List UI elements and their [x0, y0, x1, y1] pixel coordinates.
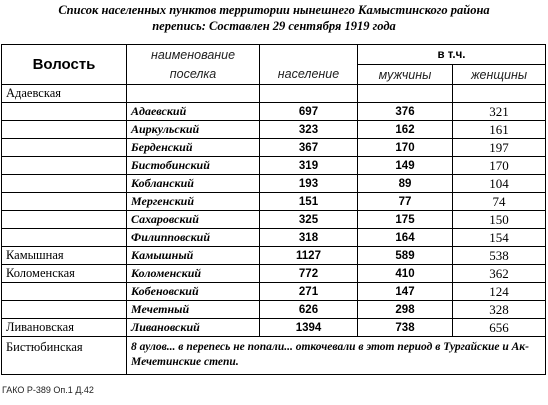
women-cell: 170 [453, 157, 546, 175]
volost-cell: Адаевская [2, 85, 127, 103]
volost-cell: Камышная [2, 247, 127, 265]
population-cell: 1127 [260, 247, 358, 265]
settlements-table [1, 44, 546, 375]
header-volost: Волость [2, 45, 127, 85]
document-subtitle: перепись: Составлен 29 сентября 1919 года [152, 19, 396, 33]
volost-cell: Коломенская [2, 265, 127, 283]
settlement-cell: Кобеновский [127, 283, 260, 301]
header-men: мужчины [358, 65, 453, 85]
men-cell: 738 [358, 319, 453, 337]
settlement-cell [127, 85, 260, 103]
women-cell: 104 [453, 175, 546, 193]
women-cell: 150 [453, 211, 546, 229]
volost-cell: Бистюбинская [2, 337, 127, 375]
header-name-line1: наименование [127, 45, 260, 65]
population-cell: 318 [260, 229, 358, 247]
table-row [2, 211, 546, 229]
volost-cell [2, 193, 127, 211]
table-row [2, 247, 546, 265]
header-vtch: в т.ч. [358, 45, 546, 65]
women-cell: 124 [453, 283, 546, 301]
men-cell [358, 85, 453, 103]
men-cell: 175 [358, 211, 453, 229]
table-row [2, 121, 546, 139]
header-blank [260, 45, 358, 65]
volost-cell [2, 175, 127, 193]
settlement-cell: Мергенский [127, 193, 260, 211]
volost-cell [2, 301, 127, 319]
table-row [2, 319, 546, 337]
women-cell: 154 [453, 229, 546, 247]
header-name-line2: поселка [127, 65, 260, 85]
men-cell: 149 [358, 157, 453, 175]
women-cell: 362 [453, 265, 546, 283]
population-cell: 626 [260, 301, 358, 319]
settlement-cell: Мечетный [127, 301, 260, 319]
table-row [2, 193, 546, 211]
population-cell: 1394 [260, 319, 358, 337]
women-cell: 656 [453, 319, 546, 337]
table-row-note [2, 337, 546, 375]
men-cell: 164 [358, 229, 453, 247]
population-cell [260, 85, 358, 103]
table-row [2, 175, 546, 193]
women-cell: 197 [453, 139, 546, 157]
women-cell: 161 [453, 121, 546, 139]
volost-cell [2, 157, 127, 175]
settlement-cell: Коломенский [127, 265, 260, 283]
table-row [2, 85, 546, 103]
source-reference: ГАКО Р-389 Оп.1 Д.42 [2, 385, 94, 395]
population-cell: 323 [260, 121, 358, 139]
men-cell: 589 [358, 247, 453, 265]
header-women: женщины [453, 65, 546, 85]
men-cell: 298 [358, 301, 453, 319]
settlement-cell: Кобланский [127, 175, 260, 193]
population-cell: 319 [260, 157, 358, 175]
header-population: население [260, 65, 358, 85]
population-cell: 325 [260, 211, 358, 229]
table-row [2, 229, 546, 247]
volost-cell: Ливановская [2, 319, 127, 337]
table-row [2, 265, 546, 283]
population-cell: 367 [260, 139, 358, 157]
volost-cell [2, 229, 127, 247]
settlement-cell: Камышный [127, 247, 260, 265]
document-title: Список населенных пунктов территории нынешнего Камыстинского района [58, 3, 490, 17]
population-cell: 772 [260, 265, 358, 283]
women-cell [453, 85, 546, 103]
volost-cell [2, 283, 127, 301]
men-cell: 410 [358, 265, 453, 283]
table-row [2, 103, 546, 121]
volost-cell [2, 139, 127, 157]
women-cell: 321 [453, 103, 546, 121]
men-cell: 147 [358, 283, 453, 301]
settlement-cell: Адаевский [127, 103, 260, 121]
settlement-cell: Ливановский [127, 319, 260, 337]
population-cell: 697 [260, 103, 358, 121]
men-cell: 89 [358, 175, 453, 193]
settlement-cell: Филипповский [127, 229, 260, 247]
men-cell: 162 [358, 121, 453, 139]
volost-cell [2, 121, 127, 139]
note-cell: 8 аулов... в перепесь не попали... откочевали в этот период в Тургайские и Ак-Мечетинские степи. [127, 337, 546, 375]
settlement-cell: Сахаровский [127, 211, 260, 229]
table-row [2, 157, 546, 175]
table-row [2, 139, 546, 157]
population-cell: 193 [260, 175, 358, 193]
women-cell: 74 [453, 193, 546, 211]
population-cell: 271 [260, 283, 358, 301]
men-cell: 170 [358, 139, 453, 157]
men-cell: 376 [358, 103, 453, 121]
table-row [2, 301, 546, 319]
women-cell: 328 [453, 301, 546, 319]
volost-cell [2, 211, 127, 229]
women-cell: 538 [453, 247, 546, 265]
table-row [2, 283, 546, 301]
men-cell: 77 [358, 193, 453, 211]
settlement-cell: Бистобинский [127, 157, 260, 175]
population-cell: 151 [260, 193, 358, 211]
settlement-cell: Аиркульский [127, 121, 260, 139]
volost-cell [2, 103, 127, 121]
settlement-cell: Берденский [127, 139, 260, 157]
